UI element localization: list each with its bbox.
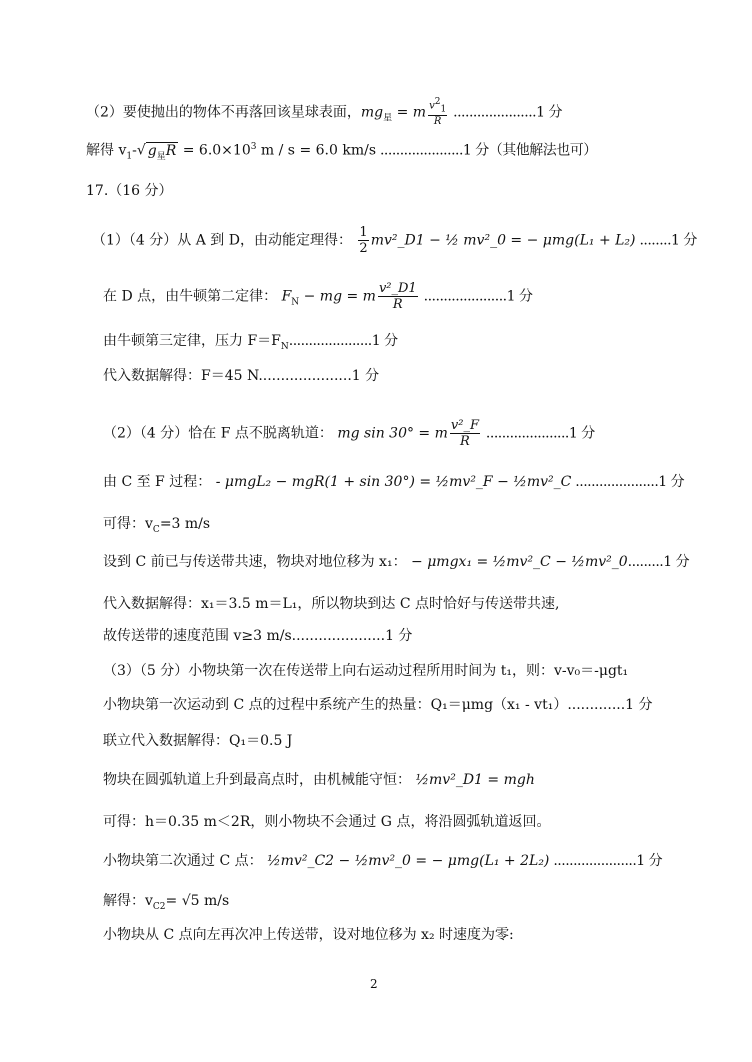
score-dots: .....................1 分（其他解法也可） (376, 142, 597, 159)
line-newton3 (103, 334, 398, 352)
numerator: v²_D1 (378, 281, 417, 296)
formula: mg (360, 104, 384, 121)
line-belt-speed-range (103, 629, 412, 643)
line-f45 (103, 369, 379, 383)
line-2-f-point (103, 419, 595, 448)
line-1-a-to-d (92, 226, 697, 255)
line-c-to-f (103, 475, 684, 489)
line-solution-v1: 解得 $v_1-√$ $g_星R = 6.0\times 10^3$ m / s = 6.0 km/s .....................1 分（其他解法也可） (86, 142, 597, 162)
line-3-first-right (103, 664, 628, 678)
line-heat-q1 (103, 698, 653, 712)
line-text: （2）要使抛出的物体不再落回该星球表面， (86, 104, 361, 121)
subscript: N (280, 341, 289, 352)
formula: ½mv²_D1 = mgh (415, 772, 535, 788)
sqrt-term: $g_星R$ (147, 142, 177, 162)
line-text: 联立代入数据解得：Q₁＝0.5 J (103, 733, 293, 749)
line-text: 代入数据解得：x₁＝3.5 m＝L₁，所以物块到达 C 点时恰好与传送带共速, (103, 596, 560, 612)
numerator: v (429, 100, 435, 112)
line-text: 解得 v (86, 142, 127, 159)
line-text: 在 D 点，由牛顿第二定律： (103, 288, 278, 305)
formula: − μmgx₁ = ½mv²_C − ½mv²_0 (411, 554, 628, 570)
formula: = √5 m/s (165, 893, 230, 909)
line-x2 (103, 928, 514, 942)
fraction-half: $\frac{1}{2}$ (359, 225, 368, 256)
formula: = m (392, 104, 427, 121)
fraction (378, 282, 418, 311)
line-text: 可得：v (103, 516, 153, 532)
subscript: N (291, 297, 300, 308)
page-number: 2 (370, 977, 378, 991)
line-text: 设到 C 前已与传送带共速，物块对地位移为 x₁： (103, 554, 407, 570)
formula: mg sin 30° = m (337, 425, 448, 442)
score-dots: .....................1 分 (449, 104, 562, 121)
formula: mv²_D1 − ½ mv²_0 = − μmg(L₁ + L₂) (370, 232, 636, 249)
score-dots: .....................1 分 (288, 333, 398, 349)
line-vc (103, 517, 210, 535)
line-text: =3 m/s (159, 516, 211, 532)
score-dots: .....................1 分 (549, 853, 663, 869)
line-2-condition (86, 98, 562, 127)
line-text: 解得：v (103, 893, 153, 909)
line-text: 代入数据解得：F＝45 N.....................1 分 (103, 368, 380, 384)
line-x1 (103, 597, 559, 611)
line-d-point-newton2 (103, 282, 532, 311)
denominator: R (392, 297, 403, 312)
score-dots: ........1 分 (635, 232, 697, 249)
line-text: 小物块第一次运动到 C 点的过程中系统产生的热量：Q₁＝μmg（x₁ - vt₁）.............1 分 (103, 697, 653, 713)
formula: ½mv²_C2 − ½mv²_0 = − μmg(L₁ + 2L₂) (267, 853, 550, 869)
line-text: 17.（16 分） (86, 183, 173, 199)
formula: = 6.0×10 (182, 142, 251, 159)
line-belt-sync (103, 555, 689, 569)
subscript: 星 (383, 113, 393, 124)
formula: m / s = 6.0 km/s (256, 142, 377, 159)
subscript: C (152, 524, 160, 535)
line-text: 可得：h＝0.35 m＜2R，则小物块不会通过 G 点，将沿圆弧轨道返回。 (103, 814, 551, 830)
superscript: 3 (250, 142, 257, 152)
subscript: 1 (126, 151, 133, 162)
line-vc2 (103, 894, 229, 912)
line-text: 物块在圆弧轨道上升到最高点时，由机械能守恒： (103, 772, 411, 788)
numerator: v²_F (450, 418, 479, 433)
formula: - μmgL₂ − mgR(1 + sin 30°) = ½mv²_F − ½mv²_C (215, 474, 572, 490)
problem-17-heading (86, 184, 173, 198)
line-text: 由 C 至 F 过程： (103, 474, 212, 490)
line-second-c (103, 854, 662, 868)
score-dots: .....................1 分 (481, 425, 595, 442)
line-text: 故传送带的速度范围 v≥3 m/s.....................1 分 (103, 628, 413, 644)
denominator: R (460, 434, 470, 449)
line-q1-value (103, 734, 292, 748)
score-dots: .....................1 分 (571, 474, 685, 490)
line-h-value (103, 815, 550, 829)
line-energy-conservation (103, 773, 535, 787)
subscript: C2 (152, 901, 166, 912)
line-text: （3）（5 分）小物块第一次在传送带上向右运动过程所用时间为 t₁，则：v-v₀＝-μgt₁ (103, 663, 629, 679)
line-text: 由牛顿第三定律，压力 F＝F (103, 333, 281, 349)
fraction (450, 419, 480, 448)
line-text: （2）（4 分）恰在 F 点不脱离轨道： (103, 425, 333, 442)
formula: F (281, 288, 292, 305)
denominator: R (433, 116, 442, 128)
fraction: $\frac{v^2_1}{R}$ (429, 97, 447, 128)
formula: − mg = m (299, 288, 376, 305)
line-text: （1）（4 分）从 A 到 D，由动能定理得： (92, 232, 352, 249)
line-text: 小物块第二次通过 C 点： (103, 853, 263, 869)
score-dots: .........1 分 (627, 554, 690, 570)
score-dots: .....................1 分 (419, 288, 533, 305)
line-text: 小物块从 C 点向左再次冲上传送带，设对地位移为 x₂ 时速度为零: (103, 927, 514, 943)
